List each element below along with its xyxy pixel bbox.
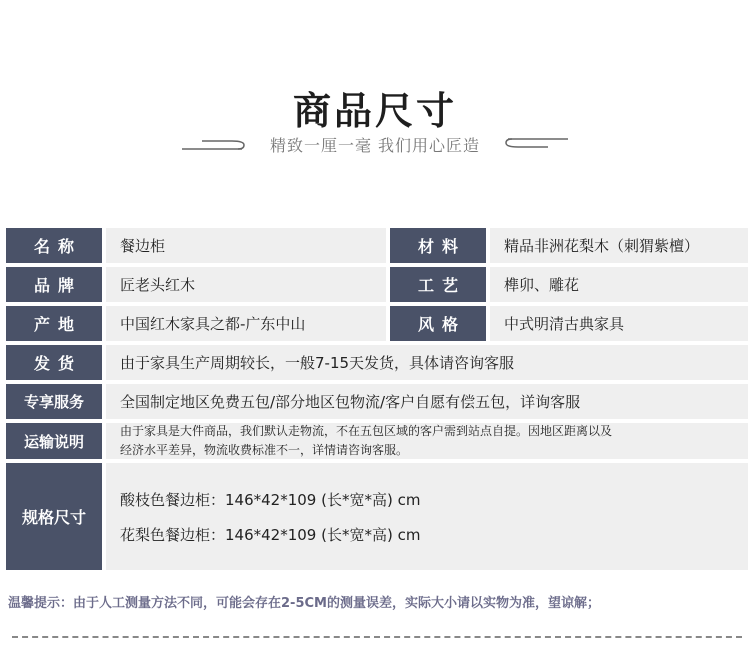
- shipping-value: 由于家具生产周期较长，一般7-15天发货，具体请咨询客服: [106, 345, 748, 380]
- size-label: 规格尺寸: [6, 463, 102, 570]
- dashed-divider: [12, 636, 742, 638]
- style-label: 风格: [390, 306, 486, 341]
- size-item-rosewood: 花梨色餐边柜：146*42*109 (长*宽*高) cm: [120, 525, 421, 544]
- size-values: [106, 463, 748, 570]
- brand-label: 品牌: [6, 267, 102, 302]
- service-value: 全国制定地区免费五包/部分地区包物流/客户自愿有偿五包，详询客服: [106, 384, 748, 419]
- service-row: [6, 384, 748, 419]
- size-item-sour-branch: 酸枝色餐边柜：146*42*109 (长*宽*高) cm: [120, 490, 421, 509]
- transport-row: [6, 423, 748, 459]
- origin-label: 产地: [6, 306, 102, 341]
- measurement-tip: 温馨提示：由于人工测量方法不同，可能会存在2-5CM的测量误差，实际大小请以实物为准，望谅解；: [8, 596, 600, 611]
- spec-row-name: [6, 228, 748, 263]
- origin-value: 中国红木家具之都-广东中山: [106, 306, 386, 341]
- transport-line-1: 由于家具是大件商品，我们默认走物流，不在五包区域的客户需到站点自提。因地区距离以及: [120, 424, 613, 438]
- style-value: 中式明清古典家具: [490, 306, 748, 341]
- spec-row-brand: [6, 267, 748, 302]
- left-ornament-icon: [182, 131, 252, 157]
- name-value: 餐边柜: [106, 228, 386, 263]
- shipping-label: 发货: [6, 345, 102, 380]
- transport-line-2: 经济水平差异，物流收费标准不一，详情请咨询客服。: [120, 443, 409, 457]
- craft-value: 榫卯、雕花: [490, 267, 748, 302]
- page-subtitle: 精致一厘一毫 我们用心匠造: [269, 135, 481, 155]
- page-title: 商品尺寸: [292, 88, 457, 133]
- right-ornament-icon: [498, 131, 568, 157]
- brand-value: 匠老头红木: [106, 267, 386, 302]
- material-label: 材料: [390, 228, 486, 263]
- shipping-row: [6, 345, 748, 380]
- spec-row-origin: [6, 306, 748, 341]
- service-label: 专享服务: [6, 384, 102, 419]
- size-row: [6, 463, 748, 570]
- name-label: 名称: [6, 228, 102, 263]
- transport-value: [106, 423, 748, 459]
- subtitle-row: [0, 131, 750, 157]
- craft-label: 工艺: [390, 267, 486, 302]
- transport-label: 运输说明: [6, 423, 102, 459]
- material-value: 精品非洲花梨木（刺猬紫檀）: [490, 228, 748, 263]
